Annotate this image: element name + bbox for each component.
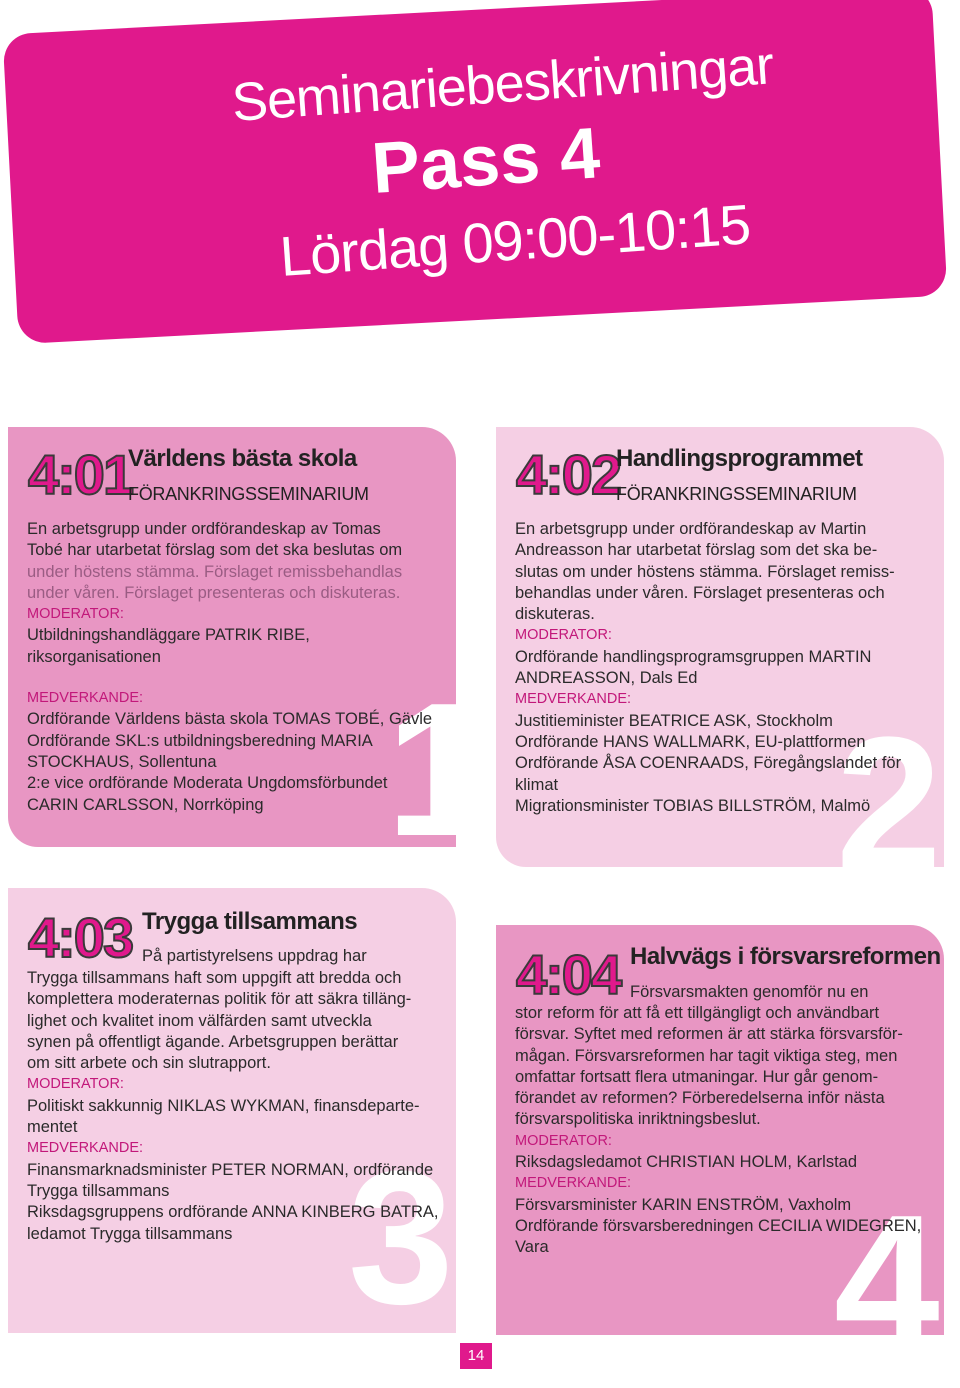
- seminar-title: Handlingsprogrammet: [616, 445, 863, 472]
- participant-line: Försvarsminister KARIN ENSTRÖM, Vaxholm: [515, 1195, 852, 1214]
- desc-line: synen på offentligt ägande. Arbetsgruppen berättar: [27, 1032, 399, 1051]
- participant-line: Riksdagsgruppens ordförande ANNA KINBERG BATRA,: [27, 1203, 439, 1222]
- seminar-type: FÖRANKRINGSSEMINARIUM: [616, 484, 857, 504]
- participant-line: Ordförande HANS WALLMARK, EU-plattformen: [515, 732, 866, 751]
- seminar-content: [515, 519, 935, 817]
- seminar-intro: [142, 946, 442, 967]
- seminar-card-4-02: [496, 427, 944, 910]
- session-time: Lördag 09:00-10:15: [277, 192, 752, 288]
- participant-line: ledamot Trygga tillsammans: [27, 1224, 233, 1243]
- seminar-code: 4:03: [28, 906, 133, 969]
- big-number: 1: [386, 664, 486, 876]
- desc-line: stor reform för att få ett tillgängligt och användbart: [515, 1004, 880, 1022]
- seminar-card-4-03: [8, 888, 456, 1344]
- participants-label: MEDVERKANDE:: [27, 690, 144, 707]
- moderator-label: MODERATOR:: [515, 627, 612, 644]
- desc-line: En arbetsgrupp under ordförandeskap av Martin: [515, 520, 867, 538]
- desc-line: Andreasson har utarbetat förslag som det ska be-: [515, 541, 878, 560]
- moderator-line: Ordförande handlingsprogramsgruppen MARTIN: [515, 647, 872, 666]
- participant-line: Ordförande SKL:s utbildningsberedning MARIA: [27, 731, 373, 750]
- participant-line: Ordförande Världens bästa skola TOMAS TOBÉ, Gävle: [27, 710, 433, 729]
- moderator-line: Utbildningshandläggare PATRIK RIBE, riksorganisationen: [27, 626, 310, 666]
- big-number: 2: [836, 698, 936, 910]
- pass-title: Pass 4: [369, 113, 603, 209]
- desc-line: under våren. Förslaget presenteras och diskuteras.: [27, 583, 401, 602]
- moderator-line: Politiskt sakkunnig NIKLAS WYKMAN, finansdeparte-: [27, 1096, 420, 1115]
- desc-line: Tobé har utarbetat förslag som det ska beslutas om: [27, 541, 403, 560]
- header: [0, 0, 960, 330]
- participant-line: Ordförande ÅSA COENRAADS, Föregångslandet för: [515, 754, 902, 773]
- participants-label: MEDVERKANDE:: [515, 691, 632, 708]
- desc-line: diskuteras.: [515, 605, 595, 624]
- seminar-code: 4:04: [516, 943, 621, 1006]
- page-number: 14: [460, 1343, 492, 1369]
- moderator-line: Riksdagsledamot CHRISTIAN HOLM, Karlstad: [515, 1153, 858, 1172]
- moderator-label: MODERATOR:: [515, 1132, 612, 1149]
- page-title: Seminariebeskrivningar: [229, 35, 776, 133]
- participant-line: Finansmarknadsminister PETER NORMAN, ordförande: [27, 1160, 434, 1179]
- seminar-content: [27, 968, 452, 1245]
- moderator-label: MODERATOR:: [27, 1076, 124, 1093]
- desc-line: förandet av reformen? Förberedelserna inför nästa: [515, 1089, 885, 1108]
- participant-line: klimat: [515, 775, 559, 794]
- participant-line: 2:e vice ordförande Moderata Ungdomsförbundet: [27, 774, 388, 793]
- participant-line: Ordförande försvarsberedningen CECILIA WIDEGREN,: [515, 1216, 922, 1235]
- desc-line: försvarspolitiska inriktningsbeslut.: [515, 1110, 761, 1129]
- participant-line: Migrationsminister TOBIAS BILLSTRÖM, Malmö: [515, 796, 871, 815]
- seminar-content: [515, 1003, 940, 1259]
- desc-line: om sitt arbete och sin slutrapport.: [27, 1054, 271, 1073]
- desc-line: mågan. Försvarsreformen har tagit viktiga steg, men: [515, 1046, 898, 1065]
- intro-line: På partistyrelsens uppdrag har: [142, 947, 367, 965]
- participant-line: Justitieminister BEATRICE ASK, Stockholm: [515, 711, 833, 730]
- participant-line: Vara: [515, 1238, 549, 1257]
- moderator-label: MODERATOR:: [27, 606, 124, 623]
- moderator-line: ANDREASSON, Dals Ed: [515, 669, 698, 688]
- participants-label: MEDVERKANDE:: [515, 1175, 632, 1192]
- desc-line: försvar. Syftet med reformen är att stärka försvarsför-: [515, 1025, 903, 1044]
- seminar-type: FÖRANKRINGSSEMINARIUM: [128, 484, 369, 504]
- participant-line: Trygga tillsammans: [27, 1181, 170, 1200]
- seminar-title: Halvvägs i försvarsreformen: [630, 943, 941, 970]
- seminar-code: 4:02: [516, 443, 621, 506]
- desc-line: En arbetsgrupp under ordförandeskap av Tomas: [27, 520, 381, 538]
- moderator-line: mentet: [27, 1118, 78, 1137]
- desc-line: Trygga tillsammans haft som uppgift att bredda och: [27, 969, 402, 987]
- seminar-intro: [630, 982, 930, 1003]
- big-number: 3: [348, 1132, 448, 1344]
- participant-line: STOCKHAUS, Sollentuna: [27, 752, 217, 771]
- intro-line: Försvarsmakten genomför nu en: [630, 983, 869, 1001]
- desc-line: behandlas under våren. Förslaget presenteras och: [515, 583, 885, 602]
- desc-line: slutas om under höstens stämma. Förslaget remiss-: [515, 562, 895, 581]
- seminar-card-4-01: [8, 427, 486, 876]
- seminar-title: Trygga tillsammans: [142, 908, 358, 935]
- seminar-title: Världens bästa skola: [128, 445, 357, 472]
- big-number: 4: [834, 1176, 934, 1388]
- participant-line: CARIN CARLSSON, Norrköping: [27, 795, 264, 814]
- desc-line: under höstens stämma. Förslaget remissbehandlas: [27, 562, 403, 581]
- desc-line: lighet och kvalitet inom välfärden samt utveckla: [27, 1011, 372, 1030]
- seminar-code: 4:01: [28, 443, 133, 506]
- seminar-card-4-04: [496, 925, 944, 1388]
- desc-line: omfattar fortsatt flera utmaningar. Hur går genom-: [515, 1067, 879, 1086]
- desc-line: komplettera moderaternas politik för att säkra tilläng-: [27, 990, 412, 1009]
- seminar-content: [27, 519, 447, 816]
- participants-label: MEDVERKANDE:: [27, 1140, 144, 1157]
